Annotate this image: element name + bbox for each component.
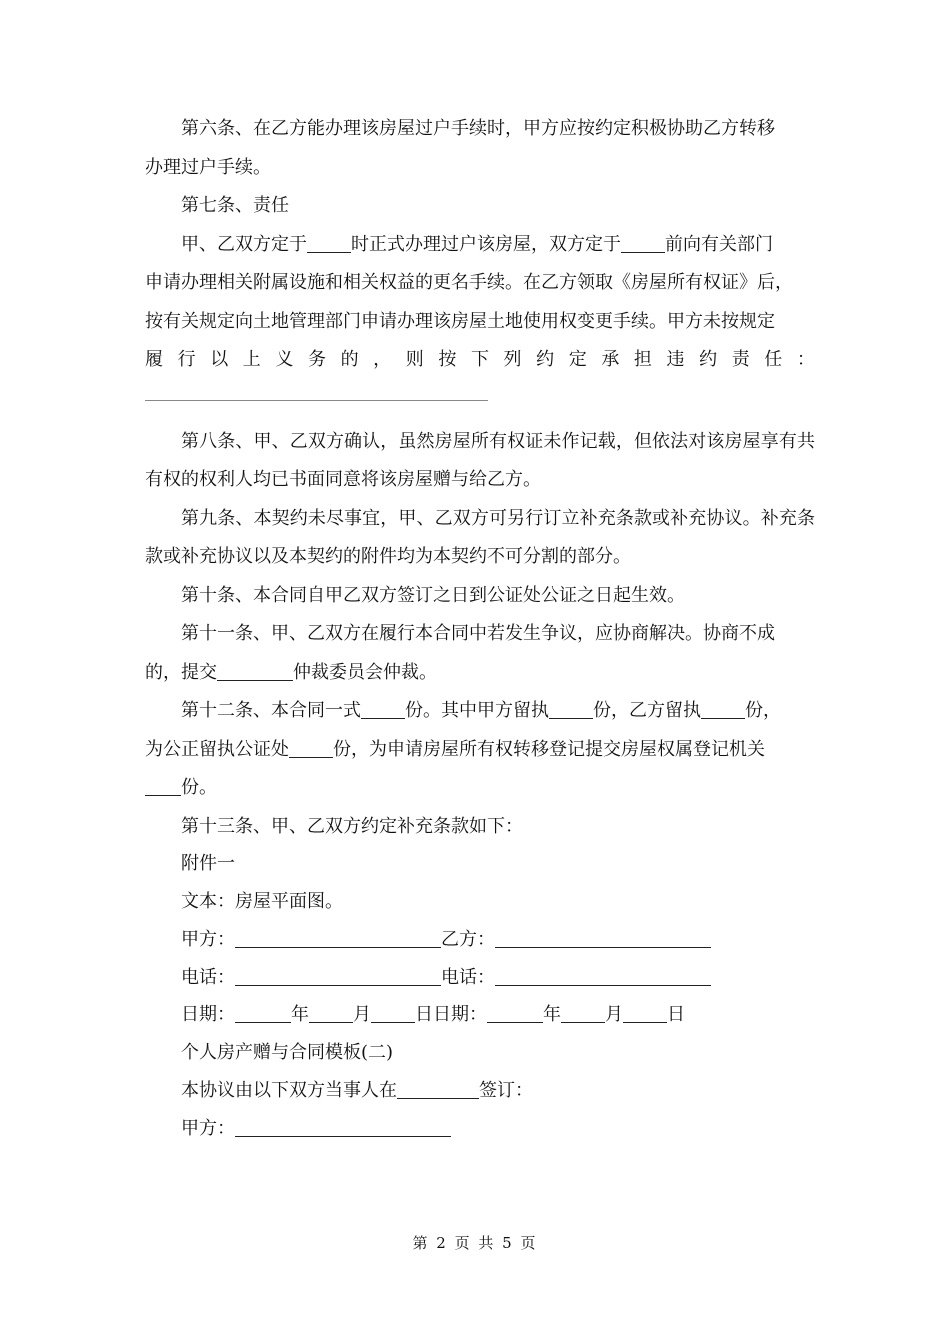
- article-13: 第十三条、甲、乙双方约定补充条款如下：: [181, 815, 523, 837]
- party-a-blank: [235, 927, 441, 948]
- date-b-month-blank: [561, 1002, 605, 1023]
- article-7-line-4-char: 行: [177, 349, 196, 370]
- blank-arbitration: [217, 660, 293, 681]
- article-6-text-1: 第六条、在乙方能办理该房屋过户手续时，甲方应按约定积极协助乙方转移: [181, 118, 775, 139]
- phone-b-blank: [495, 965, 711, 986]
- party-a-label: 甲方：: [181, 928, 235, 950]
- blank-copies-party-a: [549, 698, 593, 719]
- article-7-line-4-char: 约: [699, 349, 718, 370]
- attachment-title: 附件一: [181, 853, 235, 875]
- article-8: 第八条、甲、乙双方确认，虽然房屋所有权证未作记载，但依法对该房屋享有共有权的权利人均已书面同意将该房屋赠与给乙方。: [145, 430, 815, 490]
- blank-transfer-time: [307, 232, 351, 253]
- article-7-line-4-char: 则: [405, 349, 424, 370]
- date-b-month: 月: [605, 1004, 623, 1026]
- article-7-line-4-char: 义: [275, 349, 294, 370]
- attachment-text: 文本：房屋平面图。: [181, 891, 343, 913]
- blank-copies-notary: [289, 737, 333, 758]
- article-12-cont: [145, 731, 815, 770]
- article-7-line-4-char: 的: [340, 349, 359, 370]
- article-7-line-4-char: 承: [601, 349, 620, 370]
- article-6: [145, 110, 815, 149]
- article-7-line-4-char: 以: [210, 349, 229, 370]
- date-a-month: 月: [353, 1004, 371, 1026]
- template-2-intro-text-b: 签订：: [479, 1080, 533, 1102]
- liability-blank-line: [145, 400, 488, 401]
- article-7-line-4-char: ，: [373, 349, 392, 370]
- template-2-title: 个人房产赠与合同模板(二): [181, 1042, 394, 1064]
- template-2-party-a-blank: [235, 1116, 451, 1137]
- article-11-text-a: 的，提交: [145, 661, 217, 683]
- article-7-line-4-char: 约: [536, 349, 555, 370]
- date-a-month-blank: [309, 1002, 353, 1023]
- article-10: 第十条、本合同自甲乙双方签订之日到公证处公证之日起生效。: [181, 584, 685, 606]
- article-7-title: 第七条、责任: [181, 195, 289, 216]
- article-7-text-a: 甲、乙双方定于: [181, 233, 307, 255]
- article-7-line-4-char: 违: [666, 349, 685, 370]
- article-12-text-d: 份，: [745, 700, 781, 721]
- date-b-year: 年: [543, 1004, 561, 1026]
- template-2-party-a: [145, 1110, 815, 1148]
- article-7-line-4-char: 担: [633, 349, 652, 370]
- phone-b-label: 电话：: [441, 966, 495, 988]
- article-9: 第九条、本契约未尽事宜，甲、乙双方可另行订立补充条款或补充协议。补充条款或补充协议以及本契约的附件均为本契约不可分割的部分。: [145, 507, 815, 567]
- blank-copies-total: [361, 698, 405, 719]
- article-12-text-g: 份。: [181, 777, 217, 798]
- article-7-line-4-char: 下: [470, 349, 489, 370]
- article-7-line-1: [145, 226, 815, 265]
- template-2-party-a-label: 甲方：: [181, 1117, 235, 1139]
- article-12-text-a: 第十二条、本合同一式: [181, 700, 361, 721]
- article-7-line-3: 按有关规定向土地管理部门申请办理该房屋土地使用权变更手续。甲方未按规定: [145, 310, 775, 332]
- article-7-line-4-char: 责: [731, 349, 750, 370]
- article-7-line-4-char: 定: [568, 349, 587, 370]
- date-b-label: 日日期：: [415, 1004, 487, 1026]
- article-12-text-b: 份。其中甲方留执: [405, 700, 549, 721]
- signature-parties: [145, 921, 815, 959]
- page-footer: 第 2 页 共 5 页: [412, 1234, 538, 1252]
- template-2-intro: [145, 1072, 815, 1110]
- signature-phones: [145, 959, 815, 997]
- party-b-label: 乙方：: [441, 928, 495, 950]
- article-11: 第十一条、甲、乙双方在履行本合同中若发生争议，应协商解决。协商不成: [181, 623, 775, 644]
- blank-copies-party-b: [701, 698, 745, 719]
- article-7-text-c: 前向有关部门: [665, 233, 773, 255]
- article-6-cont: [145, 149, 815, 188]
- blank-signing-place: [397, 1078, 479, 1099]
- party-b-blank: [495, 927, 711, 948]
- article-11-text-b: 仲裁委员会仲裁。: [293, 661, 437, 683]
- template-2-intro-text-a: 本协议由以下双方当事人在: [181, 1080, 397, 1102]
- article-12-text-c: 份，乙方留执: [593, 700, 701, 721]
- article-7-line-4-char: 按: [438, 349, 457, 370]
- article-7-line-4-char: ：: [796, 349, 815, 370]
- article-12-text-e: 为公正留执公证处: [145, 738, 289, 760]
- article-7-line-4-char: 上: [242, 349, 261, 370]
- blank-rename-deadline: [621, 232, 665, 253]
- date-a-label: 日期：: [181, 1004, 235, 1026]
- signature-dates: [145, 996, 815, 1034]
- article-7-text-b: 时正式办理过户该房屋，双方定于: [351, 233, 621, 255]
- article-12: [145, 692, 815, 731]
- date-a-day-blank: [371, 1002, 415, 1023]
- article-11-cont: [145, 654, 815, 693]
- date-a-year-blank: [235, 1002, 291, 1023]
- phone-a-blank: [235, 965, 441, 986]
- article-12-text-f: 份，为申请房屋所有权转移登记提交房屋权属登记机关: [333, 738, 765, 760]
- date-b-day-blank: [623, 1002, 667, 1023]
- article-6-text-2: 办理过户手续。: [145, 156, 271, 178]
- article-7-line-4-char: 任: [764, 349, 783, 370]
- article-7-line-4-char: 履: [145, 349, 163, 370]
- date-a-year: 年: [291, 1004, 309, 1026]
- blank-copies-registry: [145, 775, 181, 796]
- date-b-year-blank: [487, 1002, 543, 1023]
- date-b-day: 日: [667, 1004, 685, 1026]
- article-7-line-2: 申请办理相关附属设施和相关权益的更名手续。在乙方领取《房屋所有权证》后，: [145, 272, 793, 293]
- phone-a-label: 电话：: [181, 966, 235, 988]
- article-7-line-4-char: 务: [307, 349, 326, 370]
- article-7-line-4: [145, 341, 815, 380]
- article-12-end: [145, 769, 815, 808]
- article-7-line-4-char: 列: [503, 349, 522, 370]
